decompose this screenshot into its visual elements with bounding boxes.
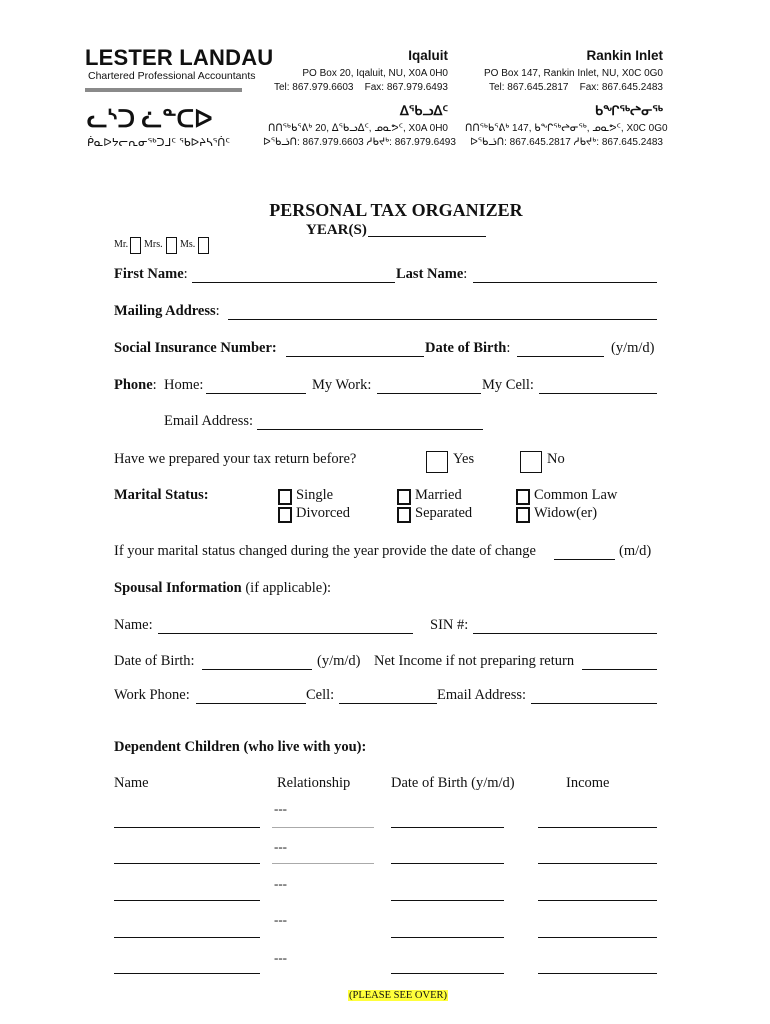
spouse-name-input[interactable] xyxy=(158,633,413,634)
dependent-dob-input[interactable] xyxy=(391,973,504,974)
married-checkbox[interactable] xyxy=(397,489,411,505)
cell-phone-input[interactable] xyxy=(539,393,657,394)
office-title: Iqaluit xyxy=(408,48,448,63)
email-input[interactable] xyxy=(257,429,483,430)
spouse-dob-format: (y/m/d) xyxy=(317,653,361,669)
office-address: PO Box 20, Iqaluit, NU, X0A 0H0 xyxy=(302,68,448,79)
prepared-no-checkbox[interactable] xyxy=(520,451,542,473)
dependent-income-input[interactable] xyxy=(538,937,657,938)
salutation-mrs-label: Mrs. xyxy=(144,239,163,250)
dependent-income-input[interactable] xyxy=(538,900,657,901)
separated-checkbox[interactable] xyxy=(397,507,411,523)
office-title: Rankin Inlet xyxy=(586,48,663,63)
office-iqaluit xyxy=(263,48,456,148)
email-label: Email Address: xyxy=(164,413,254,429)
married-label: Married xyxy=(415,487,462,503)
firm-subtitle: Chartered Professional Accountants xyxy=(88,70,256,82)
common-law-label: Common Law xyxy=(534,487,618,503)
spouse-cell-label: Cell: xyxy=(306,687,335,703)
office-phones: Tel: 867.645.2817 Fax: 867.645.2483 xyxy=(488,82,663,93)
prepared-yes-label: Yes xyxy=(453,451,475,467)
dob-input[interactable] xyxy=(517,356,604,357)
relationship-select[interactable]: --- xyxy=(274,801,287,816)
phone-label: Phone: xyxy=(114,377,157,393)
spouse-email-input[interactable] xyxy=(531,703,657,704)
spouse-cell-input[interactable] xyxy=(339,703,437,704)
marital-status-label: Marital Status: xyxy=(114,487,209,503)
divorced-label: Divorced xyxy=(296,505,350,521)
mailing-address-label: Mailing Address: xyxy=(114,303,220,319)
spouse-work-phone-label: Work Phone: xyxy=(114,687,190,703)
spouse-work-phone-input[interactable] xyxy=(196,703,306,704)
form-title: PERSONAL TAX ORGANIZER xyxy=(269,200,523,220)
office-phones-syllabics: ᐅᖃᓘᑎ: 867.645.2817 ᓱᑲᔪᒃ: 867.645.2483 xyxy=(470,137,663,148)
marital-change-format: (m/d) xyxy=(619,543,652,559)
office-title-syllabics: ᑲᖏᖅᖠᓂᖅ xyxy=(594,103,663,118)
dependent-name-input[interactable] xyxy=(114,900,260,901)
divorced-checkbox[interactable] xyxy=(278,507,292,523)
dependent-income-input[interactable] xyxy=(538,973,657,974)
dob-label: Date of Birth: xyxy=(425,340,511,356)
office-phones-syllabics: ᐅᖃᓘᑎ: 867.979.6603 ᓱᑲᔪᒃ: 867.979.6493 xyxy=(263,137,456,148)
please-see-over: (PLEASE SEE OVER) xyxy=(349,990,447,1001)
header-rule xyxy=(85,88,242,92)
first-name-input[interactable] xyxy=(192,282,395,283)
years-label: YEAR(S) xyxy=(306,222,367,238)
relationship-select[interactable]: --- xyxy=(274,950,287,965)
prepared-question: Have we prepared your tax return before? xyxy=(114,451,357,467)
dependent-name-input[interactable] xyxy=(114,937,260,938)
office-rankin-inlet xyxy=(465,48,668,148)
firm-name: LESTER LANDAU xyxy=(85,45,274,70)
dependent-income-input[interactable] xyxy=(538,827,657,828)
col-relationship-header: Relationship xyxy=(277,775,351,791)
last-name-input[interactable] xyxy=(473,282,657,283)
dependent-dob-input[interactable] xyxy=(391,863,504,864)
home-phone-input[interactable] xyxy=(206,393,306,394)
home-phone-label: Home: xyxy=(164,377,204,393)
dependent-name-input[interactable] xyxy=(114,863,260,864)
first-name-label: First Name: xyxy=(114,266,188,282)
mailing-address-input[interactable] xyxy=(228,319,657,320)
relationship-select[interactable]: --- xyxy=(274,912,287,927)
spousal-heading: Spousal Information (if applicable): xyxy=(114,580,332,596)
relationship-underline xyxy=(272,827,374,828)
dependent-dob-input[interactable] xyxy=(391,900,504,901)
single-label: Single xyxy=(296,487,334,503)
dependent-name-input[interactable] xyxy=(114,827,260,828)
firm-name-syllabics: ᓚᔅᑐ ᓛᓐᑕᐅ xyxy=(87,106,213,133)
separated-label: Separated xyxy=(415,505,473,521)
years-input[interactable] xyxy=(368,236,486,237)
relationship-select[interactable]: --- xyxy=(274,876,287,891)
net-income-label: Net Income if not preparing return xyxy=(374,653,575,669)
spouse-dob-input[interactable] xyxy=(202,669,312,670)
col-dob-header: Date of Birth (y/m/d) xyxy=(391,775,515,791)
office-address: PO Box 147, Rankin Inlet, NU, X0C 0G0 xyxy=(484,68,663,79)
cell-phone-label: My Cell: xyxy=(482,377,534,393)
dependent-income-input[interactable] xyxy=(538,863,657,864)
net-income-input[interactable] xyxy=(582,669,657,670)
office-address-syllabics: ᑎᑎᖅᑲᕐᕕᒃ 20, ᐃᖃᓗᐃᑦ, ᓄᓇᕗᑦ, X0A 0H0 xyxy=(268,123,448,134)
office-title-syllabics: ᐃᖃᓗᐃᑦ xyxy=(399,103,448,118)
office-address-syllabics: ᑎᑎᖅᑲᕐᕕᒃ 147, ᑲᖏᖅᖠᓂᖅ, ᓄᓇᕗᑦ, X0C 0G0 xyxy=(465,123,668,134)
sin-label: Social Insurance Number: xyxy=(114,340,277,356)
spouse-email-label: Email Address: xyxy=(437,687,527,703)
dependent-dob-input[interactable] xyxy=(391,937,504,938)
widow-label: Widow(er) xyxy=(534,505,598,521)
prepared-yes-checkbox[interactable] xyxy=(426,451,448,473)
office-phones: Tel: 867.979.6603 Fax: 867.979.6493 xyxy=(273,82,448,93)
sin-input[interactable] xyxy=(286,356,424,357)
firm-subtitle-syllabics: ᑮᓇᐅᔭᓕᕆᓂᖅᑐᒧᑦ ᖃᐅᔨᓴᕐᑏᑦ xyxy=(87,137,231,149)
widow-checkbox[interactable] xyxy=(516,507,530,523)
marital-change-label: If your marital status changed during the year provide the date of change xyxy=(114,543,536,559)
dependent-dob-input[interactable] xyxy=(391,827,504,828)
spouse-sin-label: SIN #: xyxy=(430,617,469,633)
salutation-mrs-checkbox[interactable] xyxy=(166,237,177,254)
col-name-header: Name xyxy=(114,775,149,791)
salutation-mr-label: Mr. xyxy=(114,239,129,250)
dependents-heading: Dependent Children (who live with you): xyxy=(114,739,367,755)
spouse-dob-label: Date of Birth: xyxy=(114,653,195,669)
spouse-sin-input[interactable] xyxy=(473,633,657,634)
relationship-underline xyxy=(272,863,374,864)
col-income-header: Income xyxy=(566,775,610,791)
common-law-checkbox[interactable] xyxy=(516,489,530,505)
salutation-ms-label: Ms. xyxy=(180,239,196,250)
single-checkbox[interactable] xyxy=(278,489,292,505)
last-name-label: Last Name: xyxy=(396,266,468,282)
dob-format: (y/m/d) xyxy=(611,340,655,356)
work-phone-input[interactable] xyxy=(377,393,481,394)
salutation-mr-checkbox[interactable] xyxy=(130,237,141,254)
prepared-no-label: No xyxy=(547,451,565,467)
dependent-name-input[interactable] xyxy=(114,973,260,974)
work-phone-label: My Work: xyxy=(312,377,372,393)
marital-change-input[interactable] xyxy=(554,559,615,560)
relationship-select[interactable]: --- xyxy=(274,839,287,854)
salutation-ms-checkbox[interactable] xyxy=(198,237,209,254)
spouse-name-label: Name: xyxy=(114,617,153,633)
